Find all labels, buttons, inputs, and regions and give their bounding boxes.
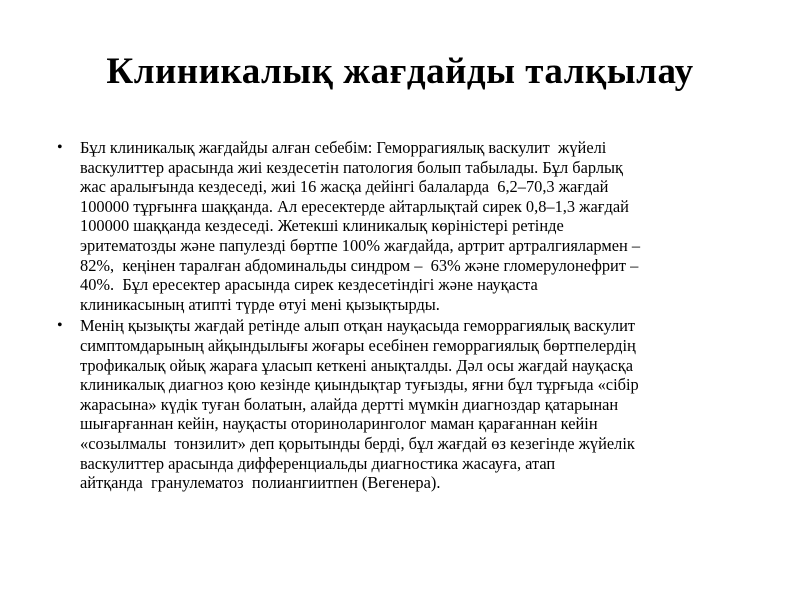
text-line: эритематозды және папулезді бөртпе 100% жағдайда, артрит артралгиялармен – <box>80 235 641 255</box>
bullet-icon: • <box>57 317 63 335</box>
bullet-icon: • <box>57 139 63 156</box>
text-line: жарасына» күдік туған болатын, алайда дертті мүмкін диагноздар қатарынан <box>80 394 619 414</box>
text-line: васкулиттер арасында жиі кездесетін патология болып табылады. Бұл барлық <box>80 157 624 177</box>
slide-title: Клиникалық жағдайды талқылау <box>106 51 694 92</box>
text-line: Бұл клиникалық жағдайды алған себебім: Геморрагиялық васкулит жүйелі <box>80 138 607 157</box>
text-line: клиникалық диагноз қою кезінде қиындықтар туғызды, яғни бұл тұрғыда «сібір <box>80 375 639 395</box>
text-line: шығарғаннан кейін, науқасты оториноларинголог маман қарағаннан кейін <box>80 414 598 434</box>
text-line: 82%, кеңінен таралған абдоминальды синдром – 63% және гломерулонефрит – <box>80 255 639 275</box>
text-line: 100000 тұрғынға шаққанда. Ал ересектерде айтарлықтай сирек 0,8–1,3 жағдай <box>80 196 629 216</box>
text-line: васкулиттер арасында дифференциальды диагностика жасауға, атап <box>80 453 556 473</box>
text-line: айтқанда гранулематоз полиангиитпен (Вегенера). <box>80 473 441 493</box>
text-line: жас аралығында кездеседі, жиі 16 жасқа дейінгі балаларда 6,2–70,3 жағдай <box>80 177 609 197</box>
bullet-item-case <box>57 316 777 492</box>
text-line: клиникасының атипті түрде өтуі мені қызықтырды. <box>80 294 440 314</box>
text-line: симптомдарының айқындылығы жоғары есебінен геморрагиялық бөртпелердің <box>80 335 636 355</box>
text-line: «созылмалы тонзилит» деп қорытынды берді, бұл жағдай өз кезегінде жүйелік <box>80 433 635 453</box>
text-line: 40%. Бұл ересектер арасында сирек кездесетіндігі және науқаста <box>80 275 538 295</box>
bullet-item-reason <box>57 138 777 314</box>
text-line: трофикалық ойық жараға ұласып кеткені анықталды. Дәл осы жағдай науқасқа <box>80 355 634 375</box>
text-line: 100000 шаққанда кездеседі. Жетекші клиникалық көріністері ретінде <box>80 216 564 236</box>
text-line: Менің қызықты жағдай ретінде алып отқан науқасыда геморрагиялық васкулит <box>80 316 636 336</box>
bullet-list <box>57 138 777 495</box>
